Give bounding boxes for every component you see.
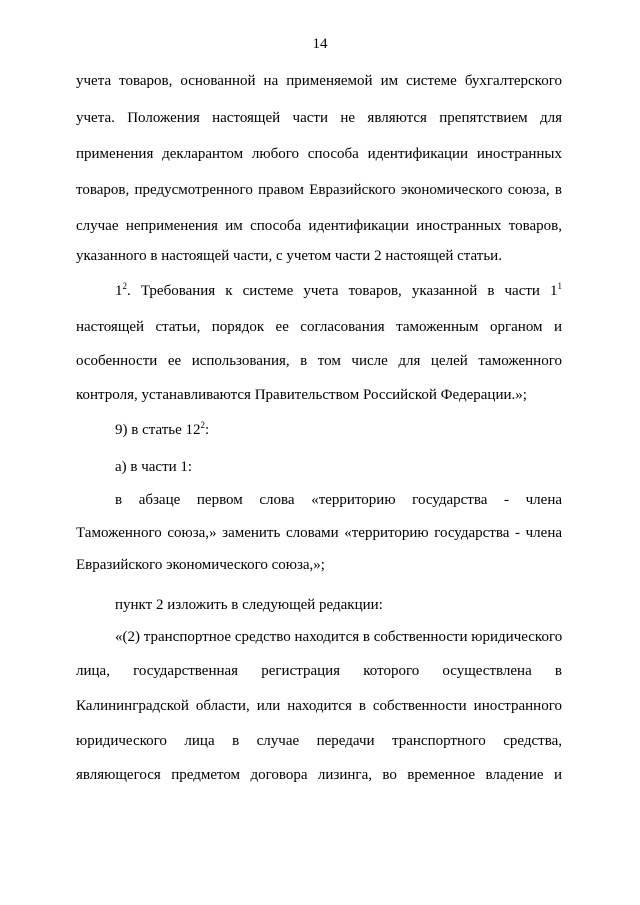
text-line: контроля, устанавливаются Правительством Российской Федерации.»; bbox=[76, 387, 527, 403]
text-line: «(2) транспортное средство находится в собственности юридического bbox=[115, 629, 563, 645]
text-line: применения декларантом любого способа идентификации иностранных bbox=[76, 146, 562, 162]
paragraph-1-2-first-line bbox=[115, 282, 562, 300]
text-line: настоящей статьи, порядок ее согласования таможенным органом и bbox=[76, 319, 562, 335]
text-line: случае неприменения им способа идентификации иностранных товаров, bbox=[76, 218, 562, 234]
text-line: учета. Положения настоящей части не являются препятствием для bbox=[76, 110, 562, 126]
page-number: 14 bbox=[312, 36, 328, 52]
text-line bbox=[115, 421, 562, 439]
text-line: лица, государственная регистрация которого осуществлена в bbox=[76, 663, 562, 679]
text-line: учета товаров, основанной на применяемой им системе бухгалтерского bbox=[76, 73, 562, 89]
text-line: пункт 2 изложить в следующей редакции: bbox=[115, 597, 383, 613]
text-line: Евразийского экономического союза,»; bbox=[76, 557, 325, 573]
text-line: товаров, предусмотренного правом Евразийского экономического союза, в bbox=[76, 182, 562, 198]
superscript: 2 bbox=[122, 281, 127, 291]
text-line: Таможенного союза,» заменить словами «территорию государства - члена bbox=[76, 525, 562, 541]
superscript: 1 bbox=[557, 281, 562, 291]
text-line: юридического лица в случае передачи транспортного средства, bbox=[76, 733, 562, 749]
text-line: Калининградской области, или находится в собственности иностранного bbox=[76, 698, 562, 714]
text-line: в абзаце первом слова «территорию государства - члена bbox=[115, 492, 562, 508]
paragraph-number: 1 bbox=[115, 283, 123, 299]
text-line: особенности ее использования, в том числе для целей таможенного bbox=[76, 353, 562, 369]
superscript: 2 bbox=[200, 420, 206, 430]
text-line: являющегося предметом договора лизинга, во временное владение и bbox=[76, 767, 562, 783]
text-line: а) в части 1: bbox=[115, 459, 193, 475]
paragraph-text: . Требования к системе учета товаров, указанной в части 1 bbox=[127, 283, 558, 299]
article-ref: 9) в статье 12 bbox=[115, 422, 201, 438]
text-line: указанного в настоящей части, с учетом части 2 настоящей статьи. bbox=[76, 248, 502, 264]
colon: : bbox=[205, 422, 210, 438]
